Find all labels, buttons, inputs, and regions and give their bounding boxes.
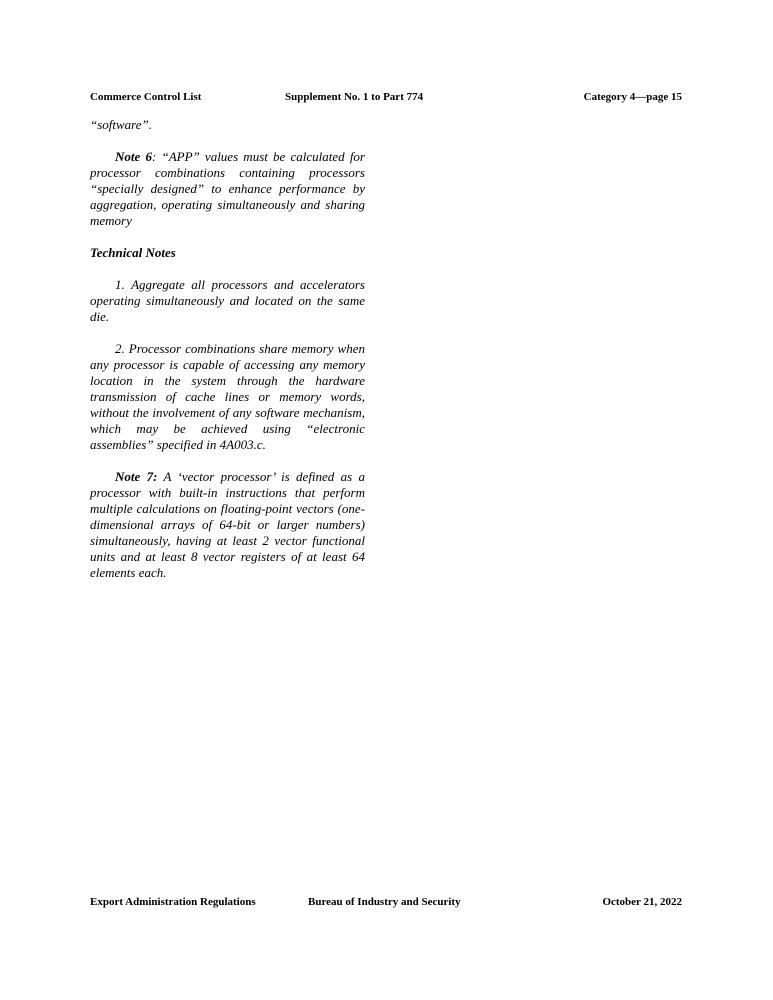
technical-note-1: 1. Aggregate all processors and accelerators operating simultaneously and located on the same die.	[90, 277, 365, 324]
note-7-text: A ‘vector processor’ is defined as a processor with built-in instructions that perform multiple calculations on floating-point vectors (one-dimensional arrays of 64-bit or larger numbers) simultaneously, having at least 2 vector functional units and at least 8 vector registers of at least 64 elements each.	[90, 469, 365, 580]
footer-center: Bureau of Industry and Security	[308, 896, 461, 908]
continuation-text: “software”.	[90, 117, 153, 132]
footer-left: Export Administration Regulations	[90, 896, 256, 908]
note-6-label: Note 6	[115, 149, 152, 164]
note-6-text: : “APP” values must be calculated for processor combinations containing processors “specially designed” to enhance performance by aggregation, operating simultaneously and sharing memory	[90, 149, 365, 228]
header-right: Category 4—page 15	[583, 91, 682, 103]
header-left: Commerce Control List	[90, 91, 202, 103]
technical-notes-heading: Technical Notes	[90, 245, 176, 260]
page-footer	[90, 896, 682, 908]
note-6	[90, 149, 365, 229]
footer-right: October 21, 2022	[602, 896, 682, 908]
note-7	[90, 469, 365, 581]
note-7-label: Note 7:	[115, 469, 158, 484]
technical-note-2: 2. Processor combinations share memory when any processor is capable of accessing any memory location in the system through the hardware transmission of cache lines or memory words, without the involvement of any software mechanism, which may be achieved using “electronic assemblies” specified in 4A003.c.	[90, 341, 365, 452]
text-column	[90, 117, 365, 597]
page-header	[90, 91, 682, 103]
header-center: Supplement No. 1 to Part 774	[285, 91, 424, 103]
